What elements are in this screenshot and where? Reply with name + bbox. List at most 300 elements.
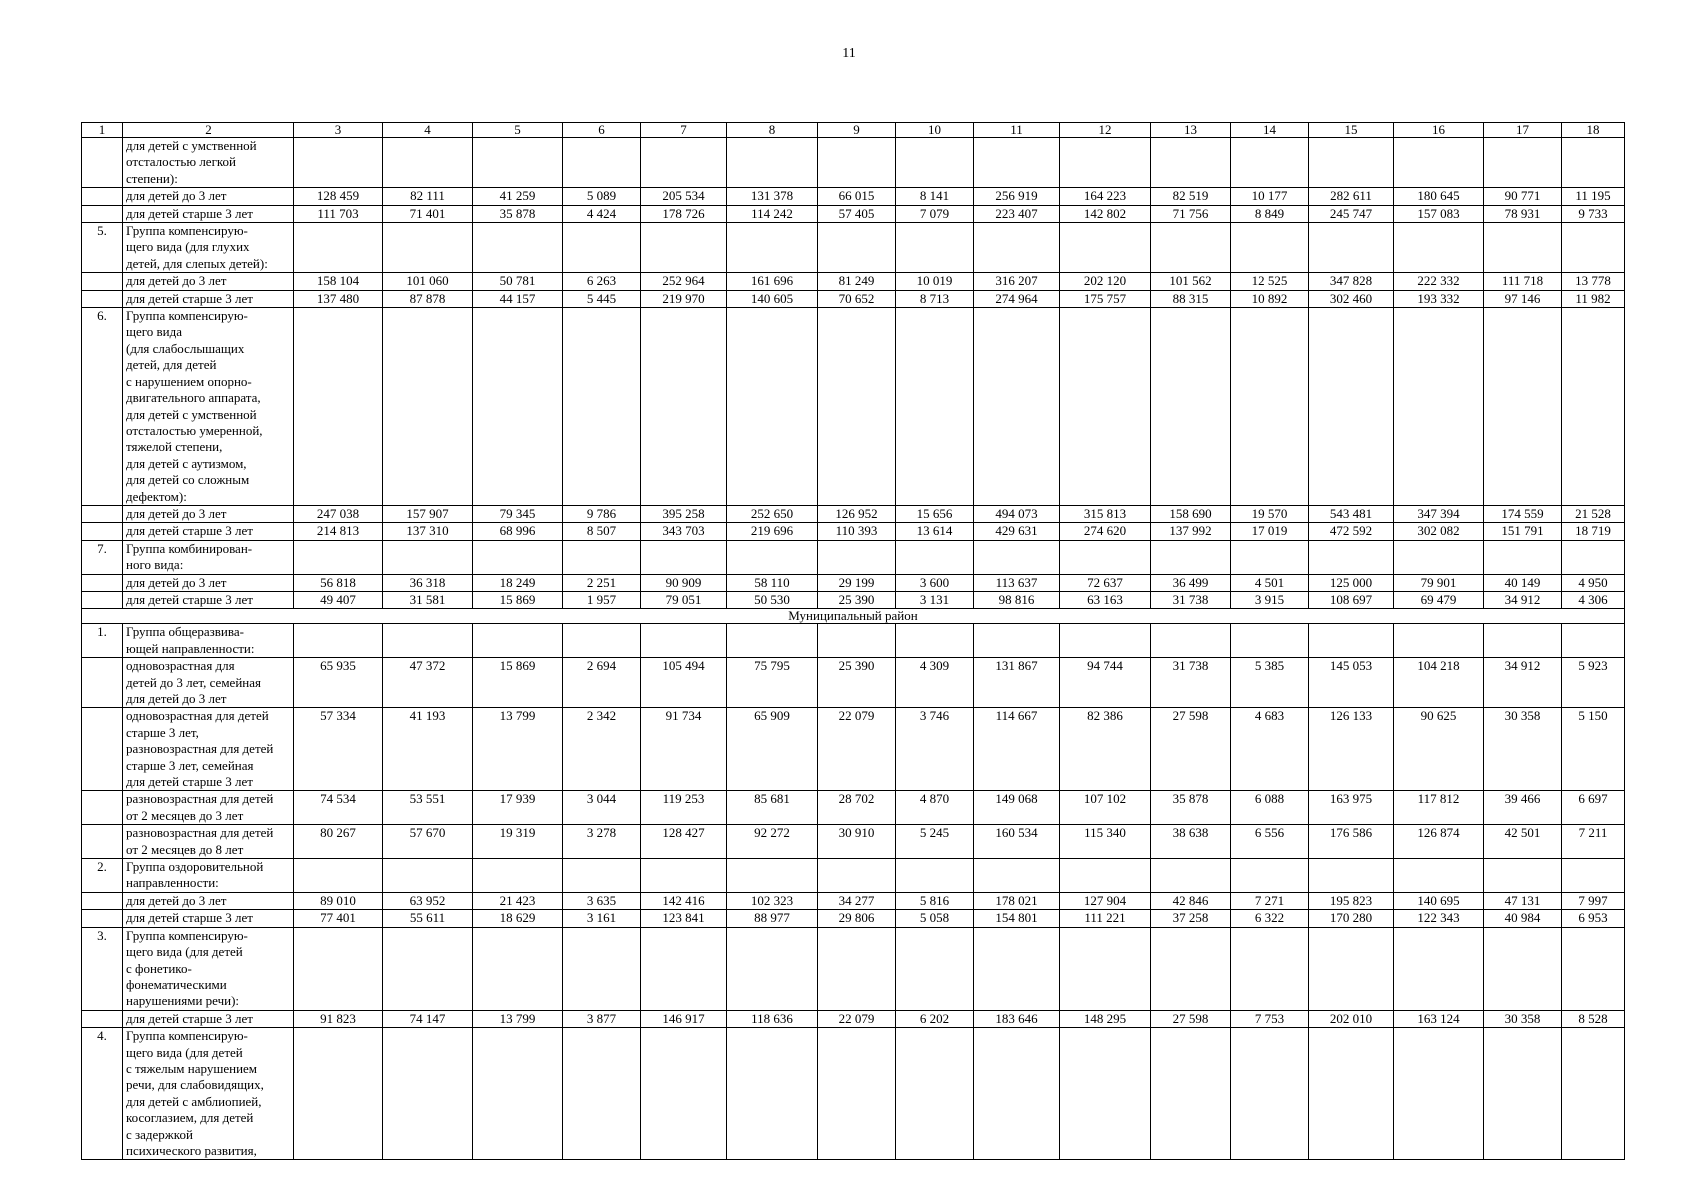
row-label [123, 927, 294, 1010]
value-cell [1562, 927, 1625, 1010]
value-cell [1562, 540, 1625, 574]
column-header: 18 [1562, 123, 1625, 138]
value-cell: 205 534 [641, 188, 727, 205]
row-label [123, 523, 294, 540]
value-cell [1231, 223, 1309, 273]
value-cell: 131 867 [974, 658, 1060, 708]
value-cell: 102 323 [727, 892, 818, 909]
value-cell [1562, 1028, 1625, 1160]
value-cell [974, 1028, 1060, 1160]
value-cell: 89 010 [294, 892, 383, 909]
value-cell: 47 131 [1484, 892, 1562, 909]
value-cell [1060, 540, 1151, 574]
value-cell: 36 499 [1151, 574, 1231, 591]
row-label-line: Группа компенсирую- [126, 1028, 248, 1044]
value-cell [1394, 927, 1484, 1010]
value-cell [1309, 138, 1394, 188]
column-header: 11 [974, 123, 1060, 138]
value-cell [1231, 859, 1309, 893]
value-cell: 21 528 [1562, 505, 1625, 522]
value-cell: 4 306 [1562, 591, 1625, 608]
row-number [82, 910, 123, 927]
row-label-line: косоглазием, для детей [126, 1110, 254, 1126]
value-cell [1484, 624, 1562, 658]
value-cell [1231, 624, 1309, 658]
value-cell: 4 870 [896, 791, 974, 825]
value-cell: 47 372 [383, 658, 473, 708]
value-cell: 114 667 [974, 708, 1060, 791]
value-cell: 161 696 [727, 273, 818, 290]
table-row [82, 574, 1625, 591]
value-cell: 19 319 [473, 825, 563, 859]
header-row [82, 123, 1625, 138]
value-cell: 9 733 [1562, 205, 1625, 222]
table-row [82, 658, 1625, 708]
value-cell: 34 912 [1484, 658, 1562, 708]
value-cell: 163 124 [1394, 1010, 1484, 1027]
value-cell: 154 801 [974, 910, 1060, 927]
row-label-line: для детей до 3 лет [126, 691, 227, 706]
row-label-line: Группа компенсирую- [126, 308, 248, 324]
row-label-line: детей, для слепых детей): [126, 255, 268, 271]
value-cell: 40 984 [1484, 910, 1562, 927]
value-cell [563, 308, 641, 506]
value-cell [641, 308, 727, 506]
value-cell [473, 1028, 563, 1160]
column-header: 10 [896, 123, 974, 138]
value-cell: 145 053 [1309, 658, 1394, 708]
value-cell [1151, 927, 1231, 1010]
row-label [123, 574, 294, 591]
value-cell: 113 637 [974, 574, 1060, 591]
value-cell: 74 534 [294, 791, 383, 825]
value-cell: 126 874 [1394, 825, 1484, 859]
row-label [123, 505, 294, 522]
table-body [82, 123, 1625, 1160]
row-label-line: Группа комбинирован- [126, 540, 253, 556]
value-cell: 13 799 [473, 1010, 563, 1027]
value-cell [1394, 624, 1484, 658]
value-cell: 90 909 [641, 574, 727, 591]
value-cell [896, 1028, 974, 1160]
value-cell: 8 528 [1562, 1010, 1625, 1027]
value-cell: 149 068 [974, 791, 1060, 825]
value-cell [1309, 308, 1394, 506]
table-row [82, 859, 1625, 893]
column-header: 8 [727, 123, 818, 138]
value-cell: 274 964 [974, 290, 1060, 307]
value-cell [641, 1028, 727, 1160]
value-cell [727, 624, 818, 658]
value-cell [383, 859, 473, 893]
value-cell: 34 277 [818, 892, 896, 909]
row-label-line: для детей до 3 лет [126, 505, 227, 521]
value-cell: 18 629 [473, 910, 563, 927]
value-cell: 5 445 [563, 290, 641, 307]
value-cell [1309, 624, 1394, 658]
value-cell: 10 019 [896, 273, 974, 290]
value-cell: 126 952 [818, 505, 896, 522]
row-number [82, 574, 123, 591]
row-label-line: Группа общеразвива- [126, 624, 244, 640]
value-cell [818, 624, 896, 658]
value-cell [473, 624, 563, 658]
table-row [82, 1010, 1625, 1027]
table-row [82, 927, 1625, 1010]
value-cell [727, 308, 818, 506]
row-number [82, 188, 123, 205]
row-label-line: двигательного аппарата, [126, 390, 261, 406]
row-label-line: дефектом): [126, 488, 187, 504]
value-cell [1484, 223, 1562, 273]
value-cell [1394, 308, 1484, 506]
value-cell: 315 813 [1060, 505, 1151, 522]
row-label-line: щего вида [126, 324, 183, 340]
row-label-line: детей, для детей [126, 357, 217, 373]
value-cell: 164 223 [1060, 188, 1151, 205]
value-cell: 11 982 [1562, 290, 1625, 307]
value-cell [1484, 1028, 1562, 1160]
section-row [82, 609, 1625, 624]
column-header: 3 [294, 123, 383, 138]
value-cell [1151, 138, 1231, 188]
value-cell [1309, 223, 1394, 273]
value-cell: 107 102 [1060, 791, 1151, 825]
row-label-line: для детей старше 3 лет [126, 205, 253, 221]
value-cell [1060, 1028, 1151, 1160]
value-cell: 41 259 [473, 188, 563, 205]
value-cell [641, 138, 727, 188]
row-number: 2. [82, 859, 123, 893]
value-cell [1151, 1028, 1231, 1160]
value-cell: 17 019 [1231, 523, 1309, 540]
value-cell: 87 878 [383, 290, 473, 307]
value-cell: 11 195 [1562, 188, 1625, 205]
value-cell: 119 253 [641, 791, 727, 825]
row-label [123, 708, 294, 791]
value-cell: 472 592 [1309, 523, 1394, 540]
value-cell: 65 935 [294, 658, 383, 708]
value-cell [896, 223, 974, 273]
value-cell: 202 010 [1309, 1010, 1394, 1027]
value-cell: 5 150 [1562, 708, 1625, 791]
row-label-line: ющей направленности: [126, 640, 255, 656]
column-header: 2 [123, 123, 294, 138]
column-header: 17 [1484, 123, 1562, 138]
value-cell: 219 696 [727, 523, 818, 540]
value-cell: 40 149 [1484, 574, 1562, 591]
value-cell: 245 747 [1309, 205, 1394, 222]
value-cell [818, 540, 896, 574]
value-cell [1484, 308, 1562, 506]
value-cell: 343 703 [641, 523, 727, 540]
value-cell [1060, 138, 1151, 188]
value-cell: 15 869 [473, 591, 563, 608]
row-label-line: щего вида (для глухих [126, 239, 250, 255]
table-row [82, 205, 1625, 222]
value-cell: 158 104 [294, 273, 383, 290]
value-cell: 178 021 [974, 892, 1060, 909]
value-cell [1309, 859, 1394, 893]
row-label-line: для детей старше 3 лет [126, 290, 253, 306]
value-cell: 5 923 [1562, 658, 1625, 708]
value-cell: 4 501 [1231, 574, 1309, 591]
value-cell: 3 635 [563, 892, 641, 909]
value-cell: 302 460 [1309, 290, 1394, 307]
value-cell: 7 211 [1562, 825, 1625, 859]
row-number: 7. [82, 540, 123, 574]
value-cell [641, 540, 727, 574]
value-cell: 63 952 [383, 892, 473, 909]
column-header: 15 [1309, 123, 1394, 138]
column-header: 4 [383, 123, 473, 138]
tariff-table [81, 122, 1625, 1160]
value-cell [563, 1028, 641, 1160]
value-cell: 108 697 [1309, 591, 1394, 608]
row-label [123, 624, 294, 658]
value-cell: 69 479 [1394, 591, 1484, 608]
value-cell: 274 620 [1060, 523, 1151, 540]
row-label-line: разновозрастная для детей [126, 825, 274, 841]
value-cell: 6 202 [896, 1010, 974, 1027]
row-label-line: с задержкой [126, 1126, 193, 1142]
value-cell: 34 912 [1484, 591, 1562, 608]
value-cell: 316 207 [974, 273, 1060, 290]
value-cell: 85 681 [727, 791, 818, 825]
value-cell [383, 308, 473, 506]
value-cell [1060, 223, 1151, 273]
row-label-line: психического развития, [126, 1142, 257, 1158]
row-label [123, 188, 294, 205]
value-cell: 13 614 [896, 523, 974, 540]
value-cell [294, 859, 383, 893]
row-label-line: тяжелой степени, [126, 439, 223, 455]
table-row [82, 540, 1625, 574]
value-cell: 111 718 [1484, 273, 1562, 290]
value-cell: 65 909 [727, 708, 818, 791]
value-cell: 252 964 [641, 273, 727, 290]
column-header: 6 [563, 123, 641, 138]
table-row [82, 290, 1625, 307]
column-header: 5 [473, 123, 563, 138]
row-label-line: направленности: [126, 875, 219, 891]
value-cell: 115 340 [1060, 825, 1151, 859]
value-cell: 27 598 [1151, 1010, 1231, 1027]
column-header: 9 [818, 123, 896, 138]
value-cell: 30 910 [818, 825, 896, 859]
value-cell: 28 702 [818, 791, 896, 825]
value-cell: 142 416 [641, 892, 727, 909]
value-cell [974, 223, 1060, 273]
row-label-line: старше 3 лет, семейная [126, 757, 254, 773]
value-cell [294, 624, 383, 658]
value-cell: 41 193 [383, 708, 473, 791]
row-label-line: щего вида (для детей [126, 944, 243, 960]
value-cell [896, 138, 974, 188]
value-cell: 223 407 [974, 205, 1060, 222]
value-cell [1231, 138, 1309, 188]
row-number: 1. [82, 624, 123, 658]
value-cell: 123 841 [641, 910, 727, 927]
value-cell [1394, 1028, 1484, 1160]
value-cell: 122 343 [1394, 910, 1484, 927]
value-cell: 70 652 [818, 290, 896, 307]
row-label-line: для детей с аутизмом, [126, 455, 247, 471]
value-cell: 4 950 [1562, 574, 1625, 591]
row-number: 4. [82, 1028, 123, 1160]
row-label [123, 223, 294, 273]
value-cell: 10 177 [1231, 188, 1309, 205]
value-cell: 71 756 [1151, 205, 1231, 222]
value-cell [1562, 308, 1625, 506]
value-cell: 82 386 [1060, 708, 1151, 791]
row-number [82, 825, 123, 859]
row-label-line: для детей до 3 лет [126, 188, 227, 204]
value-cell: 92 272 [727, 825, 818, 859]
value-cell: 8 141 [896, 188, 974, 205]
value-cell: 30 358 [1484, 708, 1562, 791]
value-cell: 57 670 [383, 825, 473, 859]
value-cell [1562, 138, 1625, 188]
table-row [82, 892, 1625, 909]
value-cell: 6 697 [1562, 791, 1625, 825]
value-cell: 222 332 [1394, 273, 1484, 290]
value-cell [1151, 859, 1231, 893]
value-cell: 63 163 [1060, 591, 1151, 608]
value-cell: 58 110 [727, 574, 818, 591]
value-cell [1151, 308, 1231, 506]
value-cell [563, 223, 641, 273]
table-row [82, 1028, 1625, 1160]
value-cell [1394, 138, 1484, 188]
value-cell: 395 258 [641, 505, 727, 522]
row-number [82, 290, 123, 307]
row-label-line: детей до 3 лет, семейная [126, 674, 261, 690]
value-cell [641, 927, 727, 1010]
value-cell [1309, 540, 1394, 574]
value-cell: 2 251 [563, 574, 641, 591]
value-cell [974, 308, 1060, 506]
value-cell: 6 556 [1231, 825, 1309, 859]
row-label-line: одновозрастная для [126, 658, 235, 674]
row-label-line: для детей до 3 лет [126, 273, 227, 289]
value-cell: 79 345 [473, 505, 563, 522]
row-label-line: отсталостью умеренной, [126, 422, 263, 438]
value-cell: 5 058 [896, 910, 974, 927]
value-cell: 74 147 [383, 1010, 473, 1027]
value-cell [727, 859, 818, 893]
row-label-line: для детей с амблиопией, [126, 1093, 262, 1109]
value-cell: 10 892 [1231, 290, 1309, 307]
value-cell [473, 540, 563, 574]
row-number [82, 708, 123, 791]
row-label [123, 205, 294, 222]
value-cell [383, 624, 473, 658]
value-cell: 94 744 [1060, 658, 1151, 708]
table-row [82, 273, 1625, 290]
row-label [123, 658, 294, 708]
value-cell: 140 695 [1394, 892, 1484, 909]
value-cell: 114 242 [727, 205, 818, 222]
value-cell: 1 957 [563, 591, 641, 608]
value-cell: 4 309 [896, 658, 974, 708]
value-cell [1060, 859, 1151, 893]
value-cell: 137 992 [1151, 523, 1231, 540]
value-cell [1151, 540, 1231, 574]
row-number: 6. [82, 308, 123, 506]
value-cell [1060, 927, 1151, 1010]
value-cell [896, 927, 974, 1010]
table-row [82, 138, 1625, 188]
value-cell: 71 401 [383, 205, 473, 222]
value-cell: 8 507 [563, 523, 641, 540]
value-cell: 15 656 [896, 505, 974, 522]
value-cell [818, 223, 896, 273]
row-number: 3. [82, 927, 123, 1010]
table-row [82, 624, 1625, 658]
value-cell: 214 813 [294, 523, 383, 540]
value-cell: 4 424 [563, 205, 641, 222]
value-cell [294, 138, 383, 188]
table-row [82, 708, 1625, 791]
row-number: 5. [82, 223, 123, 273]
value-cell [563, 540, 641, 574]
value-cell: 142 802 [1060, 205, 1151, 222]
value-cell: 127 904 [1060, 892, 1151, 909]
value-cell: 77 401 [294, 910, 383, 927]
row-number [82, 791, 123, 825]
value-cell: 5 089 [563, 188, 641, 205]
value-cell [818, 138, 896, 188]
row-number [82, 523, 123, 540]
value-cell: 35 878 [1151, 791, 1231, 825]
value-cell: 170 280 [1309, 910, 1394, 927]
row-label-line: одновозрастная для детей [126, 708, 269, 724]
row-label-line: Группа компенсирую- [126, 223, 248, 239]
value-cell [1484, 540, 1562, 574]
value-cell [1562, 223, 1625, 273]
value-cell [896, 308, 974, 506]
value-cell [1060, 308, 1151, 506]
value-cell: 79 051 [641, 591, 727, 608]
value-cell: 6 263 [563, 273, 641, 290]
value-cell: 494 073 [974, 505, 1060, 522]
value-cell: 140 605 [727, 290, 818, 307]
value-cell: 78 931 [1484, 205, 1562, 222]
section-title: Муниципальный район [82, 609, 1625, 624]
value-cell: 148 295 [1060, 1010, 1151, 1027]
row-label [123, 1010, 294, 1027]
row-label-line: для детей со сложным [126, 472, 250, 488]
value-cell [563, 138, 641, 188]
value-cell [563, 927, 641, 1010]
column-header: 14 [1231, 123, 1309, 138]
value-cell: 282 611 [1309, 188, 1394, 205]
table-row [82, 791, 1625, 825]
value-cell: 82 111 [383, 188, 473, 205]
row-label-line: для детей с умственной [126, 138, 257, 153]
value-cell: 105 494 [641, 658, 727, 708]
value-cell [1394, 859, 1484, 893]
table-row [82, 591, 1625, 608]
value-cell: 111 703 [294, 205, 383, 222]
value-cell: 82 519 [1151, 188, 1231, 205]
value-cell [473, 138, 563, 188]
row-label-line: для детей до 3 лет [126, 892, 227, 908]
row-label [123, 273, 294, 290]
value-cell: 55 611 [383, 910, 473, 927]
value-cell: 101 060 [383, 273, 473, 290]
